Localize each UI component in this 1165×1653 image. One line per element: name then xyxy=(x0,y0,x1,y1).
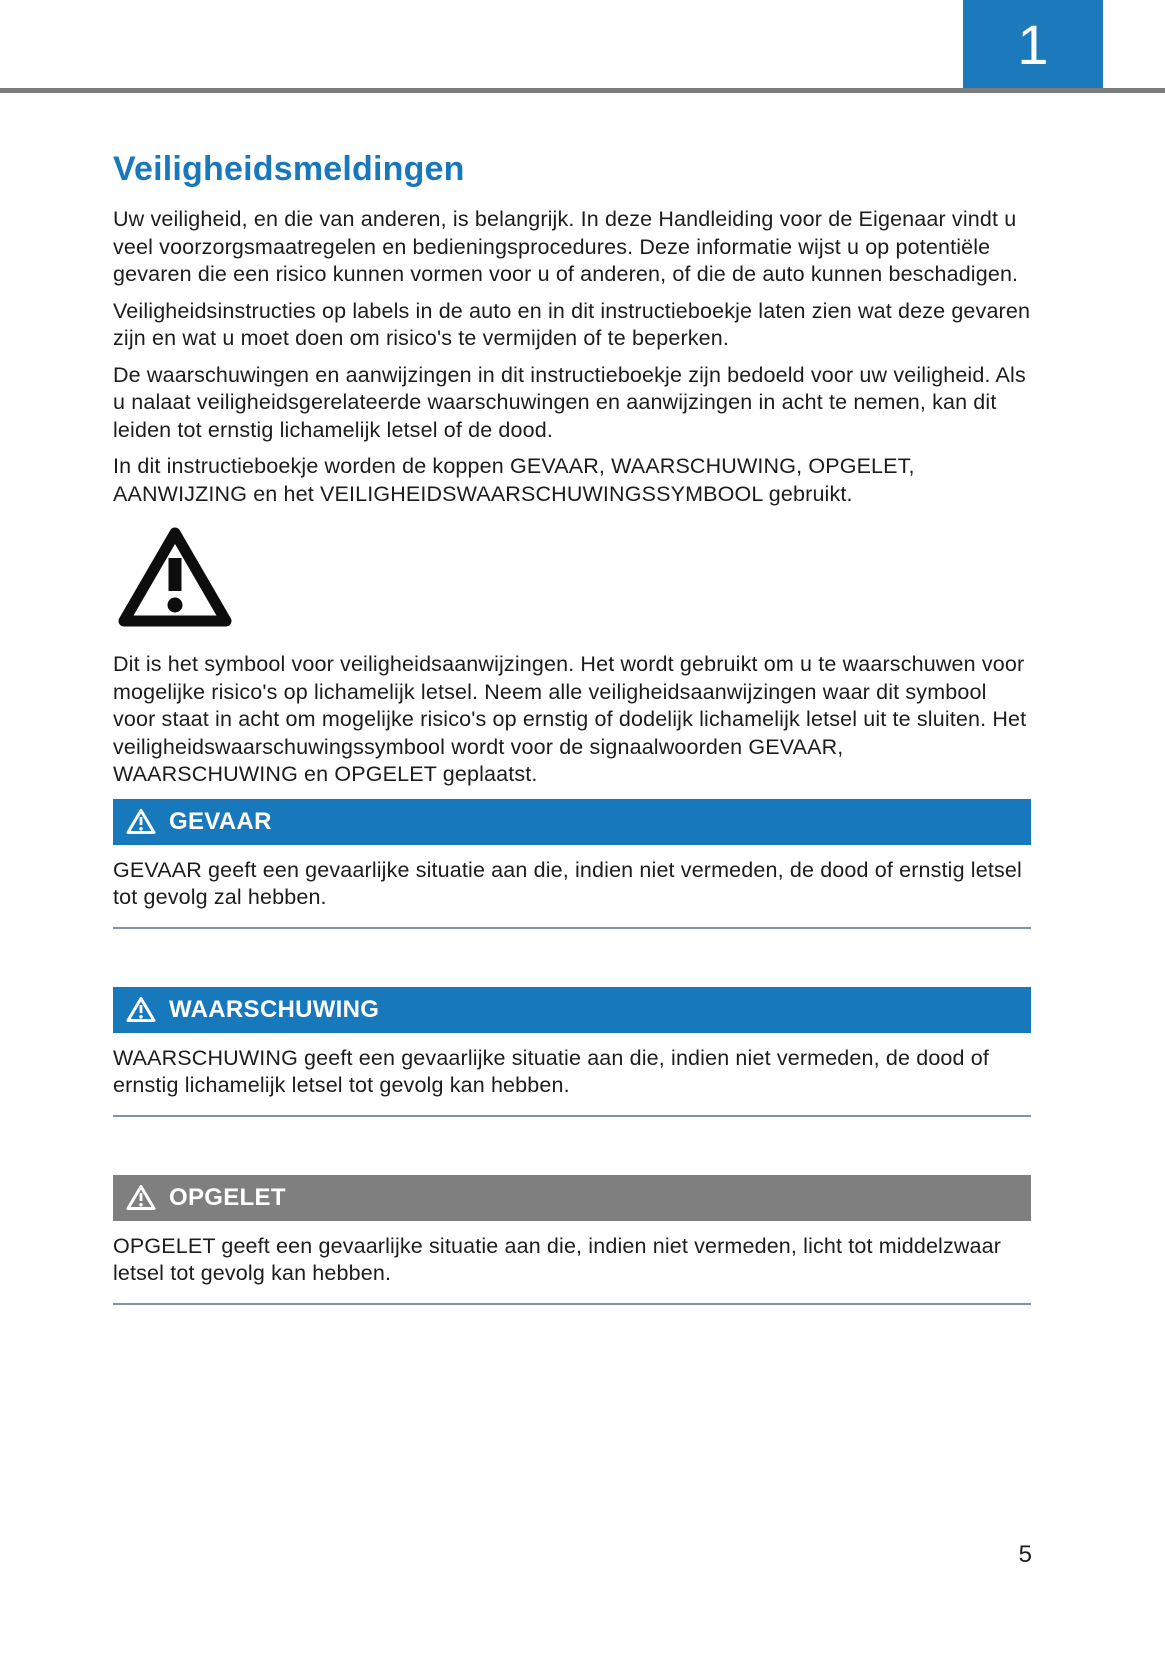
notice-warning xyxy=(113,987,1031,1117)
header-rule xyxy=(0,88,1165,93)
warning-banner-label: WAARSCHUWING xyxy=(169,995,380,1023)
notice-danger xyxy=(113,799,1031,929)
page-number: 5 xyxy=(1018,1541,1032,1568)
danger-banner xyxy=(113,799,1031,845)
warning-triangle-icon xyxy=(126,1184,156,1211)
intro-paragraph: De waarschuwingen en aanwijzingen in dit instructieboekje zijn bedoeld voor uw veiligheid. Als u nalaat veiligheidsgerelateerde waarschuwingen en aanwijzingen in acht te nemen, kan dit leiden tot ernstig lichamelijk letsel of de dood. xyxy=(113,362,1026,442)
notice-caution xyxy=(113,1175,1031,1305)
page-title: Veiligheidsmeldingen xyxy=(113,150,465,188)
intro-paragraph: In dit instructieboekje worden de koppen GEVAAR, WAARSCHUWING, OPGELET, AANWIJZING en het VEILIGHEIDSWAARSCHUWINGSSYMBOOL gebruikt. xyxy=(113,454,915,506)
notice-divider xyxy=(113,927,1031,929)
symbol-paragraph: Dit is het symbool voor veiligheidsaanwijzingen. Het wordt gebruikt om u te waarschuwen voor mogelijke risico's op lichamelijk letsel. Neem alle veiligheidsaanwijzingen waar dit symbool voor staat in acht om mogelijke risico's op ernstig of dodelijk lichamelijk letsel uit te sluiten. Het veiligheidswaarschuwingssymbool wordt voor de signaalwoorden GEVAAR, WAARSCHUWING en OPGELET geplaatst. xyxy=(113,652,1027,786)
warning-text: WAARSCHUWING geeft een gevaarlijke situatie aan die, indien niet vermeden, de dood of ernstig lichamelijk letsel tot gevolg kan hebben. xyxy=(113,1045,989,1097)
caution-banner-label: OPGELET xyxy=(169,1183,286,1211)
caution-text: OPGELET geeft een gevaarlijke situatie aan die, indien niet vermeden, licht tot middelzwaar letsel tot gevolg kan hebben. xyxy=(113,1233,1002,1285)
warning-triangle-icon xyxy=(126,996,156,1023)
intro-paragraph: Uw veiligheid, en die van anderen, is belangrijk. In deze Handleiding voor de Eigenaar vindt u veel voorzorgsmaatregelen en bedieningsprocedures. Deze informatie wijst u op potentiële gevaren die een risico kunnen vormen voor u of anderen, of die de auto kunnen beschadigen. xyxy=(113,207,1019,286)
danger-banner-label: GEVAAR xyxy=(169,807,272,835)
chapter-number: 1 xyxy=(1017,12,1049,76)
chapter-number-tab xyxy=(963,0,1103,88)
safety-alert-triangle-icon xyxy=(115,523,235,631)
warning-banner xyxy=(113,987,1031,1033)
notice-divider xyxy=(113,1115,1031,1117)
danger-text: GEVAAR geeft een gevaarlijke situatie aan die, indien niet vermeden, de dood of ernstig letsel tot gevolg zal hebben. xyxy=(113,857,1022,909)
warning-triangle-icon xyxy=(126,808,156,835)
intro-paragraph: Veiligheidsinstructies op labels in de auto en in dit instructieboekje laten zien wat deze gevaren zijn en wat u moet doen om risico's te vermijden of te beperken. xyxy=(113,298,1031,350)
notice-divider xyxy=(113,1303,1031,1305)
page-content xyxy=(113,150,1031,1363)
caution-banner xyxy=(113,1175,1031,1221)
